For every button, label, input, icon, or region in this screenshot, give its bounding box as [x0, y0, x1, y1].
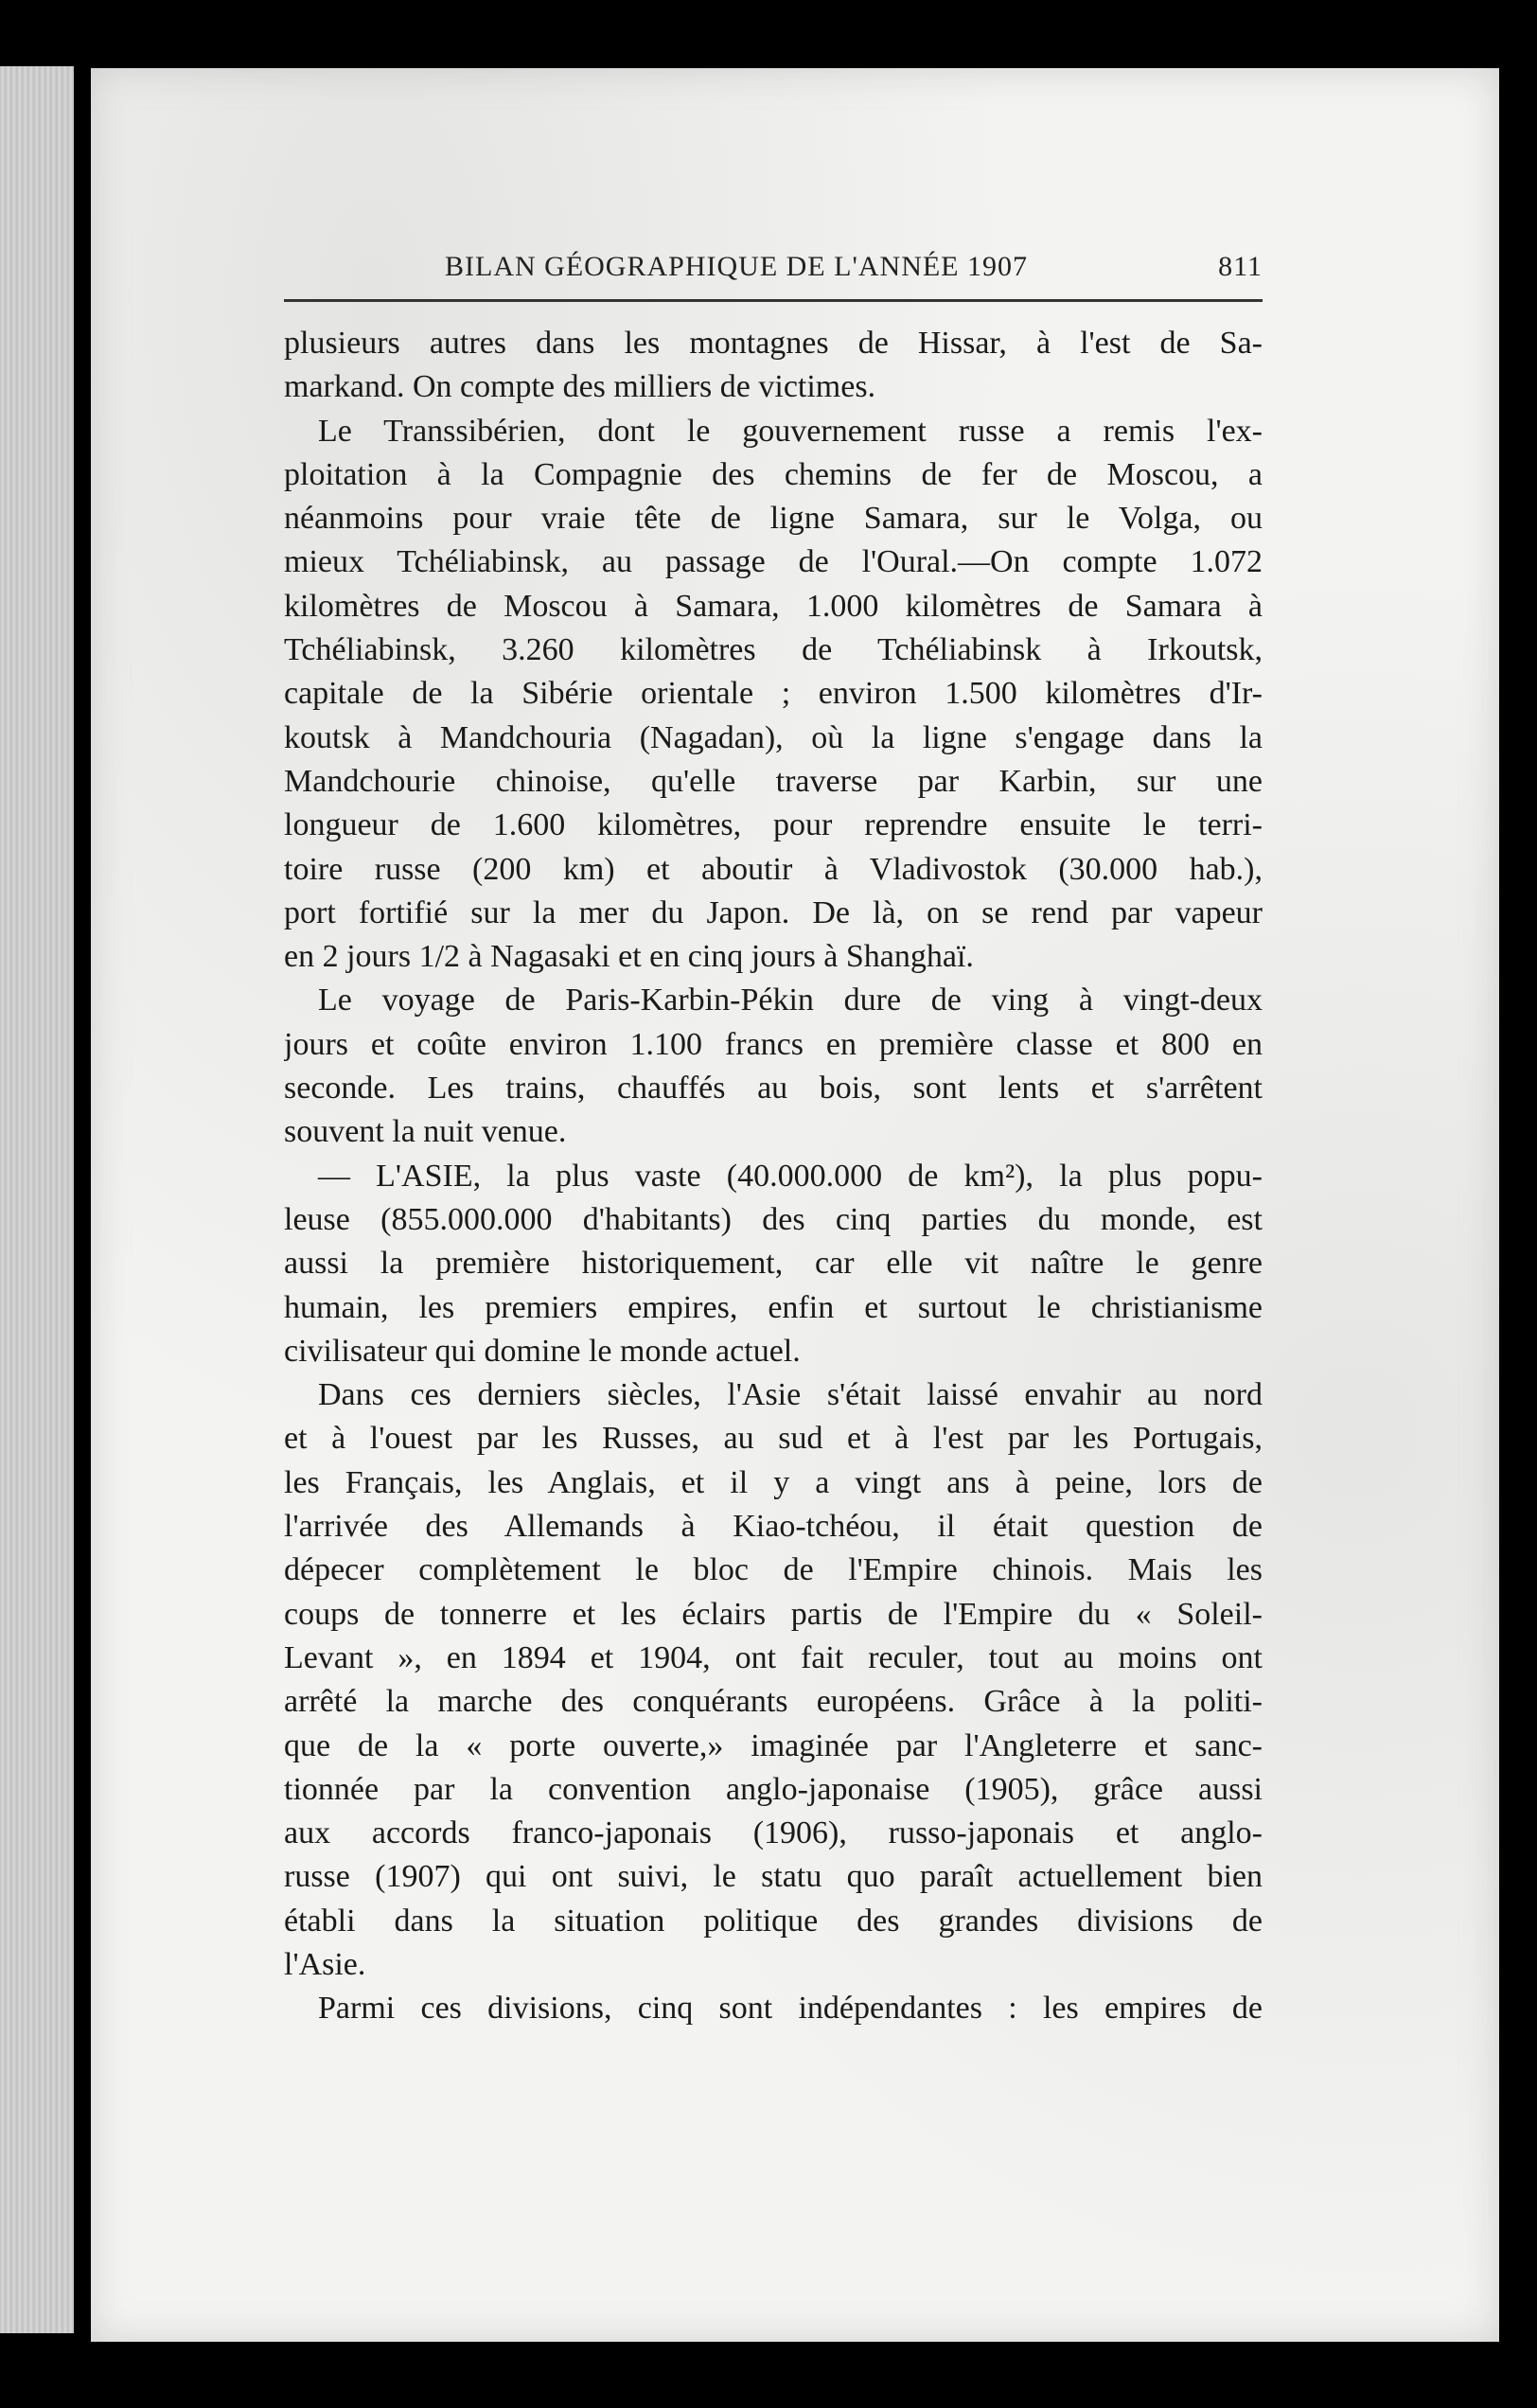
text-line: les Français, les Anglais, et il y a vingt ans à peine, lors de	[284, 1464, 1263, 1500]
text-line: néanmoins pour vraie tête de ligne Samara, sur le Volga, ou	[284, 501, 1263, 537]
text-line: capitale de la Sibérie orientale ; environ 1.500 kilomètres d'Ir-	[284, 676, 1263, 712]
text-line: Le voyage de Paris-Karbin-Pékin dure de ving à vingt-deux	[318, 983, 1263, 1018]
scan-border	[1499, 1609, 1537, 2385]
page-header	[350, 251, 1263, 292]
text-line: leuse (855.000.000 d'habitants) des cinq parties du monde, est	[284, 1201, 1263, 1237]
text-line: mieux Tchéliabinsk, au passage de l'Oural.—On compte 1.072	[284, 544, 1263, 580]
text-line: markand. On compte des milliers de victimes.	[284, 369, 876, 405]
text-line: port fortifié sur la mer du Japon. De là, on se rend par vapeur	[284, 894, 1263, 930]
text-line: jours et coûte environ 1.100 francs en première classe et 800 en	[284, 1026, 1263, 1062]
adjacent-page-edge	[0, 66, 74, 2333]
text-line: en 2 jours 1/2 à Nagasaki et en cinq jours à Shanghaï.	[284, 939, 974, 975]
running-title: BILAN GÉOGRAPHIQUE DE L'ANNÉE 1907	[445, 251, 1029, 282]
text-line: kilomètres de Moscou à Samara, 1.000 kilomètres de Samara à	[284, 588, 1263, 624]
text-line: souvent la nuit venue.	[284, 1114, 567, 1150]
text-line: l'arrivée des Allemands à Kiao-tchéou, il était question de	[284, 1509, 1263, 1545]
text-line: aussi la première historiquement, car elle vit naître le genre	[284, 1246, 1263, 1282]
text-line: humain, les premiers empires, enfin et surtout le christianisme	[284, 1289, 1263, 1325]
text-line: toire russe (200 km) et aboutir à Vladivostok (30.000 hab.),	[284, 851, 1263, 887]
body-text	[284, 322, 1263, 2031]
text-line: koutsk à Mandchouria (Nagadan), où la ligne s'engage dans la	[284, 719, 1263, 755]
text-line: russe (1907) qui ont suivi, le statu quo paraît actuellement bien	[284, 1859, 1263, 1895]
text-line: que de la « porte ouverte,» imaginée par l'Angleterre et sanc-	[284, 1727, 1263, 1763]
header-rule	[284, 299, 1263, 302]
text-line: l'Asie.	[284, 1946, 366, 1982]
text-line: ploitation à la Compagnie des chemins de fer de Moscou, a	[284, 456, 1263, 492]
text-line: seconde. Les trains, chauffés au bois, sont lents et s'arrêtent	[284, 1071, 1263, 1107]
text-line: Mandchourie chinoise, qu'elle traverse par Karbin, sur une	[284, 763, 1263, 799]
text-line: Dans ces derniers siècles, l'Asie s'était laissé envahir au nord	[318, 1377, 1263, 1413]
text-line: coups de tonnerre et les éclairs partis de l'Empire du « Soleil-	[284, 1596, 1263, 1632]
text-line: et à l'ouest par les Russes, au sud et à l'est par les Portugais,	[284, 1421, 1263, 1457]
text-line: établi dans la situation politique des grandes divisions de	[284, 1903, 1263, 1939]
text-line: arrêté la marche des conquérants européens. Grâce à la politi-	[284, 1684, 1263, 1720]
text-line: civilisateur qui domine le monde actuel.	[284, 1333, 801, 1369]
text-line: longueur de 1.600 kilomètres, pour reprendre ensuite le terri-	[284, 807, 1263, 843]
text-line: tionnée par la convention anglo-japonaise (1905), grâce aussi	[284, 1771, 1263, 1807]
text-line: Le Transsibérien, dont le gouvernement russe a remis l'ex-	[318, 413, 1263, 449]
text-line: Tchéliabinsk, 3.260 kilomètres de Tchéliabinsk à Irkoutsk,	[284, 632, 1263, 668]
text-line: dépecer complètement le bloc de l'Empire chinois. Mais les	[284, 1552, 1263, 1588]
text-line: Levant », en 1894 et 1904, ont fait reculer, tout au moins ont	[284, 1639, 1263, 1675]
text-line: plusieurs autres dans les montagnes de Hissar, à l'est de Sa-	[284, 326, 1263, 361]
text-line: Parmi ces divisions, cinq sont indépendantes : les empires de	[318, 1991, 1263, 2027]
text-line: aux accords franco-japonais (1906), russo-japonais et anglo-	[284, 1815, 1263, 1851]
text-line: — L'ASIE, la plus vaste (40.000.000 de km²), la plus popu-	[318, 1158, 1263, 1194]
page-number: 811	[1218, 251, 1263, 282]
